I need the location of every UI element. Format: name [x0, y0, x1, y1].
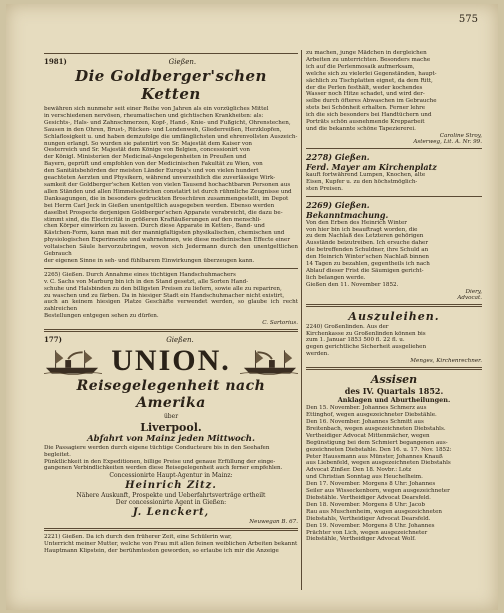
text-line: gangenen Verbindlichkeiten werden diese Reisegelegenheit auch ferner empfehlen.	[44, 465, 283, 472]
ad2-signature: C. Sartorius.	[262, 320, 298, 327]
text-line: bei Herrn Carl Jeck in Gießen unentgeltlich ausgegeben werden. Ebenso werden	[44, 202, 275, 209]
ad3-concession: Concessionirte Haupt-Agentur in Mainz:	[109, 472, 233, 480]
ad3-info: Nähere Auskunft, Prospekte und Ueberfahrtsverträge ertheilt	[76, 491, 266, 499]
text-line: nungen erlangt. So wurden sie patentirt von Sr. Majestät dem Kaiser von	[44, 140, 253, 147]
text-line: Ausstände beizutreiben. Ich ersuche daher	[306, 240, 429, 247]
text-line: zum 1. Januar 1853 500 fl. 22 fl. u.	[306, 337, 405, 344]
rule	[44, 329, 298, 332]
text-line: v. C. Sachs von Marburg bin ich in den Stand gesetzt, alle Sorten Hand-	[44, 278, 249, 285]
text-line: aus Liebenfeld, wegen ausgezeichneten Diebstahls	[306, 460, 451, 467]
text-line: stets bei Schönheit erhalten. Ferner lehre	[306, 105, 426, 112]
text-line: Bayern, geprüft und empfohlen von der Medicinischen Fakultät zu Wien, von	[44, 161, 263, 168]
text-line: Den 18. November. Morgens 8 Uhr: Jacob	[306, 501, 425, 508]
text-line: zu dem Nachlaß des Letzteren gehörigen	[306, 233, 424, 240]
text-line: welche sich zu vielerlei Gegenständen, haupt-	[306, 70, 437, 77]
ad3-local-agent-intro: Der concessionirte Agent in Gießen:	[115, 499, 227, 507]
ad3-body	[44, 445, 298, 473]
text-line: Sausen in den Ohren, Brust-, Rücken- und Lendenweh, Gliederreißen, Herzklopfen,	[44, 126, 282, 133]
ad-2269-title: Bekanntmachung.	[306, 209, 389, 220]
ad-2278-title: Ferd. Mayer am Kirchenplatz	[306, 161, 437, 172]
text-line: Wasser noch Hitze schadet, und wird der-	[306, 91, 425, 98]
text-line: Danksagungen, die in besonders gedruckten Broschüren zusammengestellt, im Depot	[44, 195, 289, 202]
text-line: Seiler aus Wisseckenborn, wegen ausgezeichneter	[306, 488, 450, 495]
ad3-title: Reisegelegenheit nach Amerika	[76, 378, 266, 412]
text-line: Diebstähle, Vertheidiger Advocat Wolf.	[306, 536, 416, 543]
text-line: samkeit der Goldberger'schen Ketten von vielen Tausend hochachtbaren Personen aus	[44, 181, 291, 188]
ad3-address: Neuwegan B. 67.	[249, 518, 298, 525]
text-line: zu waschen und zu färben. Da in hiesiger Stadt ein Handschuhmacher nicht existirt,	[44, 292, 285, 299]
steamship-icon	[44, 346, 102, 376]
text-line: Von den Erben des Heinrich Winter	[306, 219, 407, 226]
text-line: und die bekannte schöne Tapeziererei.	[306, 125, 416, 132]
ad2-body	[44, 272, 298, 320]
text-line: Den 19. November. Morgens 8 Uhr. Johannes	[306, 522, 435, 529]
text-line: Kästchen-Form, kann man mit der mannigfaltigsten physikalischen, chemischen und	[44, 230, 285, 237]
text-line: 2221) Gießen. Da ich durch den früherer Zeit, eine Schülerin war,	[44, 533, 232, 540]
assisen-subtitle: des IV. Quartals 1852.	[344, 386, 444, 397]
text-line: die betreffenden Schuldner, ihre Schuld an	[306, 247, 429, 254]
ad1-header	[44, 57, 298, 66]
ad1-place: Gießen.	[168, 58, 197, 66]
text-line: der Königl. Ministerien der Medicinal-Angelegenheiten in Preußen und	[44, 154, 247, 161]
text-line: 2265) Gießen. Durch Annahme eines tüchtigen Handschuhmachers	[44, 271, 236, 278]
cont1-body	[306, 50, 482, 133]
text-line: und Christian Sonntag aus Heuchelheim.	[306, 474, 423, 481]
ad3-port: Liverpool.	[140, 420, 202, 434]
text-line: Hauptmann Klipstein, der berühmtesten geworden, so erlaube ich mir die Anzeige	[44, 547, 279, 554]
text-line: Den 17. November. Morgens 8 Uhr: Johannes	[306, 481, 436, 488]
text-line: Diebstähle. Vertheidiger Advocat Dearsfeld.	[306, 494, 431, 501]
text-line: Advocat Zinßer. Den 18. Novbr.: Lotz	[306, 467, 412, 474]
text-line: ich die sich besonders bei Handtüchern und	[306, 112, 432, 119]
text-line: Die Passagiere werden durch eigene tüchtige Conducteure bis in den Seehafen	[44, 444, 270, 451]
text-line: Bestellungen entgegen sehen zu dürfen.	[44, 313, 159, 320]
rule	[306, 304, 482, 307]
right-column	[306, 50, 482, 543]
text-line: Gesichts-, Hals- und Zahnschmerzen, Kopf-, Hand-, Knie- und Fußgicht, Ohrenstechen,	[44, 119, 291, 126]
text-line: sächlich zu Tischplatten eignet, da dem Ritt,	[306, 77, 433, 84]
cont1-signature: Caroline Stroy,	[439, 132, 482, 139]
text-line: ich auf die Perlenmosaik aufmerksam,	[306, 63, 415, 70]
text-line: gezeichneten Diebstahle. Den 16. u. 17. Nov. 1852:	[306, 446, 452, 453]
text-line: auch an keinem hiesigen Platze Geschäfte verwendet werden, so glaube ich recht zahlreichen	[44, 299, 298, 313]
text-line: Eisen, Kupfer u. zu den höchstmöglich-	[306, 178, 418, 185]
union-banner	[44, 346, 298, 376]
text-line: sten Preisen.	[306, 185, 343, 192]
text-line: Oesterreich und Sr. Majestät dem Könige von Belgien, concessionirt von	[44, 147, 250, 154]
ad3-agent: Heinrich Zitz.	[125, 479, 217, 491]
text-line: Pünktlichkeit in den Expeditionen, billige Preise und genaue Erfüllung der einge-	[44, 458, 276, 465]
ad3-number: 177)	[44, 335, 62, 345]
ad-2269-date: Gießen den 11. November 1852.	[306, 281, 399, 288]
text-line: bewähren sich nunmehr seit einer Reihe von Jahren als ein vorzügliches Mittel	[44, 106, 269, 112]
text-line: in verschiedenen nervösen, rheumatischen und gichtischen Krankheiten: als:	[44, 112, 264, 119]
rule	[306, 196, 482, 197]
text-line: den Heinrich Winter'schen Nachlaß binnen	[306, 254, 430, 261]
rule	[306, 367, 482, 370]
text-line: physiologischen Experimente und wahrnehmen, wie diese medicinischen Effecte einer	[44, 237, 291, 244]
ad3-departure: Abfahrt von Mainz jeden Mittwoch.	[87, 433, 255, 444]
ad1-body	[44, 106, 298, 265]
steamship-icon	[240, 346, 298, 376]
ad-2278-head: 2278) Gießen.	[306, 151, 370, 162]
text-line: zu machen, junge Mädchen in dergleichen	[306, 50, 427, 56]
text-line: daselbst Prospecte derjenigen Goldberger'schen Apparate verabreicht, die dazu be-	[44, 209, 283, 216]
assisen-title: Assisen	[370, 373, 418, 387]
text-line: schuhe und Halsbinden zu den billigsten Preisen zu liefern, sowie alle zu repariren,	[44, 285, 282, 292]
rule	[44, 268, 298, 269]
text-line: den Sanitätsbehörden der meisten Länder Europa's und von vielen hundert	[44, 168, 259, 175]
rule	[44, 53, 298, 54]
text-line: Vertheidiger Advocat Mittenmächer, wegen	[306, 432, 430, 439]
rule	[306, 148, 482, 149]
text-line: 14 Tagen zu bezahlen, gegentheils ich nach	[306, 261, 430, 268]
ad3-place: Gießen.	[166, 336, 194, 345]
text-line: Den 16. November. Johannes Schmitt aus	[306, 419, 424, 425]
ad4-body	[44, 534, 298, 555]
text-line: voltaischen Säule hervorzubringen, wovon sich Jedermann durch den unentgeltlichen Gebrauch	[44, 244, 298, 258]
newspaper-page	[6, 4, 498, 610]
assisen-subtitle2: Anklagen und Aburtheilungen.	[337, 396, 451, 405]
text-line: geachteten Aerzten und Physikern, während unverzeihlich die zuverlässige Wirk-	[44, 175, 276, 182]
ship-name: UNION.	[111, 344, 231, 378]
ad-2278-body	[306, 172, 482, 193]
text-line: stimmt sind, die Electricität in größeren Kraftäußerungen auf den menschli-	[44, 216, 262, 223]
text-line: der eigenen Sinne in seh- und fühlbarem Einwirkungen überzeugen kann.	[44, 257, 255, 264]
rule	[44, 528, 298, 531]
text-line: kauft fortwährend Lumpen, Knochen, alte	[306, 171, 426, 178]
text-line: der die Perlen festhält, weder kochendes	[306, 84, 423, 91]
text-line: 2240) Großenlinden. Aus der	[306, 323, 389, 330]
ad1-title: Die Goldberger'schen Ketten	[75, 67, 267, 103]
left-column	[44, 50, 298, 555]
text-line: werden.	[306, 351, 330, 358]
cont1-address: Asterweg, Lit. A. Nr. 99.	[413, 138, 482, 145]
text-line: Den 15. November. Johannes Schmerz aus	[306, 405, 427, 412]
text-line: Begünstigung bei dem Schmiert begangenen aus-	[306, 439, 448, 446]
text-line: begleitet.	[44, 451, 71, 458]
ad3-header	[44, 335, 298, 344]
ad1-number: 1981)	[44, 57, 67, 66]
page-number: 575	[458, 14, 478, 25]
text-line: Breitenbach, wegen ausgezeichneten Diebstahls.	[306, 425, 446, 432]
text-line: Ettinghof, wegen ausgezeichneter Diebstähle.	[306, 412, 437, 419]
text-line: von hier bin ich beauftragt worden, die	[306, 226, 418, 233]
auszuleihen-title: Auszuleihen.	[348, 309, 440, 323]
text-line: gegen gerichtliche Sicherheit ausgeliehen	[306, 344, 427, 351]
column-divider	[301, 50, 302, 590]
text-line: Unterricht meiner Mutter, welche von Frau mit allen feinen weiblichen Arbeiten bekannt	[44, 540, 298, 547]
ad-2269-body	[306, 220, 482, 282]
ad-2269-head: 2269) Gießen.	[306, 199, 370, 210]
text-line: Schlaflosigkeit u. und haben demzufolge die umfänglichsten und ehrenvollsten Auszeich-	[44, 133, 298, 140]
text-line: allen Ständen und allen Himmelsstrichen constatirt ist durch rühmliche Zeugnisse und	[44, 188, 292, 195]
text-line: Kirchenkasse zu Großenlinden können bis	[306, 330, 426, 337]
text-line: selbe durch öfteres Abwaschen im Gebrauche	[306, 98, 437, 105]
text-line: Ablauf dieser Frist die Säumigen gericht-	[306, 267, 424, 274]
text-line: Arbeiten zu unterrichten. Besonders mache	[306, 56, 431, 63]
ad3-via: über	[163, 413, 179, 421]
text-line: Diebstahls, Vertheidiger Advocat Dearsfeld.	[306, 515, 431, 522]
text-line: chen Körper einwirken zu lassen. Durch diese Apparate in Ketten-, Band- und	[44, 223, 265, 230]
text-line: Peter Haussmann aus Münster, Johannes Knauß	[306, 453, 443, 460]
text-line: lich belangen werde.	[306, 274, 366, 281]
text-line: Prächter von Lich, wegen ausgezeichneter	[306, 529, 428, 536]
auszuleihen-body	[306, 324, 482, 359]
text-line: Porträts schön ausnehmende Krepparbeit	[306, 119, 425, 126]
text-line: Rau aus Muschenheim, wegen ausgezeichneten	[306, 508, 442, 515]
ad-2269-title-sign: Advocat.	[457, 294, 482, 301]
auszuleihen-signature: Menges, Kirchenrechner.	[410, 358, 482, 365]
assisen-body	[306, 405, 482, 543]
ad3-local-agent: J. Lenckert,	[132, 506, 210, 518]
ad-2269-signature: Diery,	[465, 288, 482, 295]
